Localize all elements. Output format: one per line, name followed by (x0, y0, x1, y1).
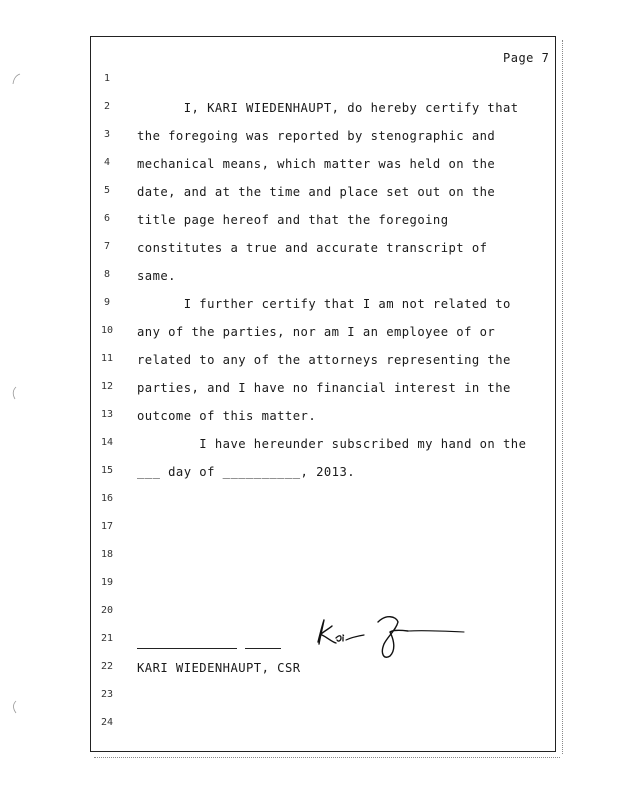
certification-date-line: ___ day of __________, 2013. (137, 465, 356, 479)
line-number: 23 (100, 689, 114, 700)
transcript-line: I, KARI WIEDENHAUPT, do hereby certify that (137, 101, 519, 115)
line-number: 11 (100, 353, 114, 364)
scan-mark (10, 72, 22, 86)
line-number: 16 (100, 493, 114, 504)
line-number: 13 (100, 409, 114, 420)
line-number: 6 (103, 213, 111, 224)
transcript-line: title page hereof and that the foregoing (137, 213, 449, 227)
line-number: 10 (100, 325, 114, 336)
handwritten-signature (312, 604, 472, 664)
line-number: 1 (103, 73, 111, 84)
transcript-line: parties, and I have no financial interest in the (137, 381, 511, 395)
line-number: 5 (103, 185, 111, 196)
line-number: 12 (100, 381, 114, 392)
page-edge-right (556, 40, 563, 754)
line-number: 20 (100, 605, 114, 616)
line-number: 9 (103, 297, 111, 308)
signature-line-segment (245, 648, 281, 649)
line-number: 19 (100, 577, 114, 588)
transcript-line: mechanical means, which matter was held on the (137, 157, 496, 171)
transcript-line: related to any of the attorneys representing the (137, 353, 511, 367)
transcript-line: outcome of this matter. (137, 409, 317, 423)
line-number: 24 (100, 717, 114, 728)
transcript-line: I further certify that I am not related to (137, 297, 511, 311)
line-number: 4 (103, 157, 111, 168)
line-number: 22 (100, 661, 114, 672)
signature-line (137, 648, 237, 649)
line-number: 18 (100, 549, 114, 560)
page-edge-bottom (94, 752, 560, 758)
transcript-line: date, and at the time and place set out on the (137, 185, 496, 199)
transcript-line: any of the parties, nor am I an employee of or (137, 325, 496, 339)
line-number: 17 (100, 521, 114, 532)
line-number: 3 (103, 129, 111, 140)
scan-mark (8, 700, 20, 714)
line-number: 2 (103, 101, 111, 112)
transcript-line: constitutes a true and accurate transcript of (137, 241, 488, 255)
line-number: 21 (100, 633, 114, 644)
transcript-line: same. (137, 269, 176, 283)
line-number: 8 (103, 269, 111, 280)
transcript-line: the foregoing was reported by stenographic and (137, 129, 496, 143)
line-number: 7 (103, 241, 111, 252)
signer-name-line: KARI WIEDENHAUPT, CSR (137, 661, 301, 675)
line-number: 14 (100, 437, 114, 448)
line-number: 15 (100, 465, 114, 476)
scan-mark (8, 386, 20, 400)
page-number: Page 7 (503, 51, 550, 65)
transcript-line: I have hereunder subscribed my hand on the (137, 437, 527, 451)
